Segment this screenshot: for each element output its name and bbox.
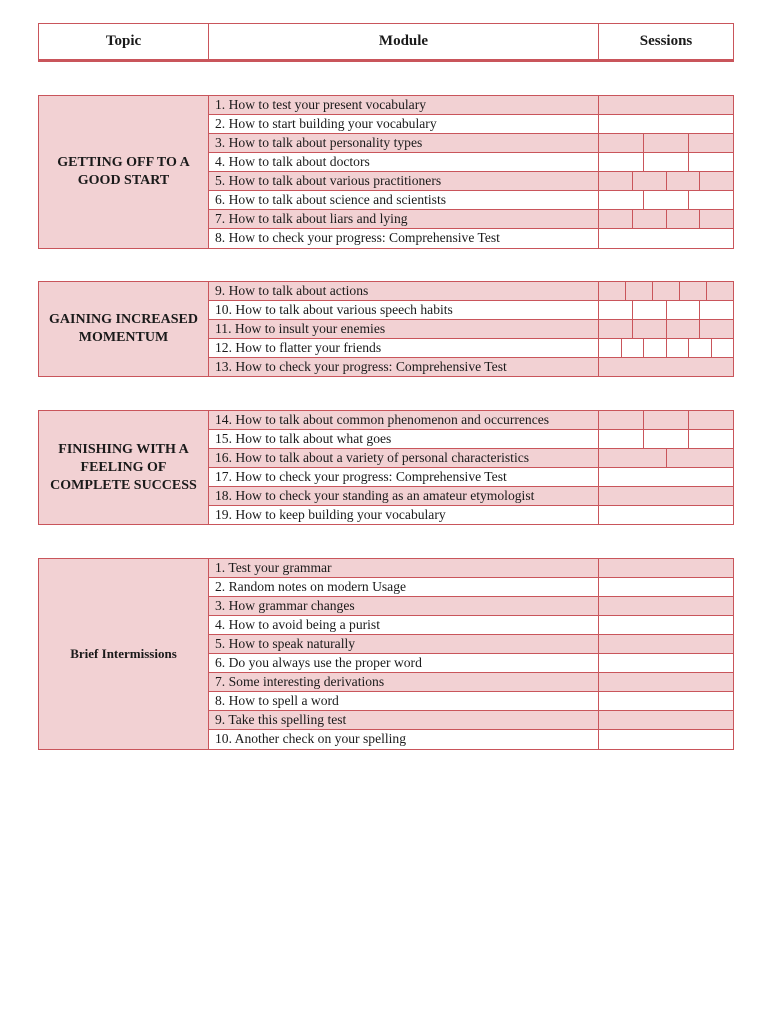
session-cells	[599, 191, 733, 209]
session-cells	[599, 430, 733, 448]
session-checkbox-cell[interactable]	[599, 578, 733, 596]
session-checkbox-cell[interactable]	[599, 172, 633, 190]
module-name: 3. How grammar changes	[209, 597, 599, 615]
session-cells	[599, 449, 733, 467]
session-checkbox-cell[interactable]	[599, 730, 733, 749]
session-cells	[599, 282, 733, 300]
session-checkbox-cell[interactable]	[644, 339, 667, 357]
session-checkbox-cell[interactable]	[599, 358, 733, 376]
session-cells	[599, 210, 733, 228]
module-row	[209, 559, 733, 578]
module-row	[209, 692, 733, 711]
session-cells	[599, 339, 733, 357]
module-name: 5. How to talk about various practitioners	[209, 172, 599, 190]
session-checkbox-cell[interactable]	[700, 301, 733, 319]
topic-label: GETTING OFF TO A GOOD START	[39, 96, 209, 248]
session-checkbox-cell[interactable]	[599, 339, 622, 357]
session-checkbox-cell[interactable]	[644, 430, 689, 448]
module-row	[209, 449, 733, 468]
session-cells	[599, 115, 733, 133]
topic-section	[38, 558, 734, 750]
module-row	[209, 597, 733, 616]
session-checkbox-cell[interactable]	[599, 449, 667, 467]
session-checkbox-cell[interactable]	[599, 229, 733, 248]
session-cells	[599, 487, 733, 505]
session-checkbox-cell[interactable]	[689, 339, 712, 357]
session-checkbox-cell[interactable]	[599, 282, 626, 300]
session-checkbox-cell[interactable]	[633, 301, 667, 319]
session-checkbox-cell[interactable]	[644, 153, 689, 171]
session-checkbox-cell[interactable]	[599, 635, 733, 653]
module-row	[209, 430, 733, 449]
module-row	[209, 134, 733, 153]
module-row	[209, 191, 733, 210]
session-checkbox-cell[interactable]	[599, 597, 733, 615]
session-checkbox-cell[interactable]	[622, 339, 645, 357]
session-checkbox-cell[interactable]	[644, 134, 689, 152]
module-name: 12. How to flatter your friends	[209, 339, 599, 357]
session-checkbox-cell[interactable]	[599, 153, 644, 171]
module-name: 10. How to talk about various speech habits	[209, 301, 599, 319]
session-cells	[599, 673, 733, 691]
session-checkbox-cell[interactable]	[667, 301, 701, 319]
session-cells	[599, 153, 733, 171]
session-checkbox-cell[interactable]	[599, 134, 644, 152]
session-checkbox-cell[interactable]	[599, 411, 644, 429]
module-row	[209, 711, 733, 730]
module-name: 2. Random notes on modern Usage	[209, 578, 599, 596]
module-name: 9. How to talk about actions	[209, 282, 599, 300]
session-checkbox-cell[interactable]	[700, 320, 733, 338]
session-checkbox-cell[interactable]	[599, 301, 633, 319]
topic-label: Brief Intermissions	[39, 559, 209, 749]
session-cells	[599, 597, 733, 615]
session-cells	[599, 468, 733, 486]
session-checkbox-cell[interactable]	[707, 282, 733, 300]
module-name: 8. How to spell a word	[209, 692, 599, 710]
session-cells	[599, 711, 733, 729]
module-name: 4. How to avoid being a purist	[209, 616, 599, 634]
topic-label: GAINING INCREASED MOMENTUM	[39, 282, 209, 376]
session-cells	[599, 559, 733, 577]
module-row	[209, 673, 733, 692]
session-cells	[599, 730, 733, 749]
module-row	[209, 115, 733, 134]
module-row	[209, 96, 733, 115]
session-cells	[599, 96, 733, 114]
session-checkbox-cell[interactable]	[712, 339, 734, 357]
module-row	[209, 229, 733, 248]
module-row	[209, 487, 733, 506]
module-row	[209, 172, 733, 191]
module-name: 3. How to talk about personality types	[209, 134, 599, 152]
session-checkbox-cell[interactable]	[653, 282, 680, 300]
module-name: 9. Take this spelling test	[209, 711, 599, 729]
session-checkbox-cell[interactable]	[644, 191, 689, 209]
session-checkbox-cell[interactable]	[599, 654, 733, 672]
session-cells	[599, 692, 733, 710]
session-cells	[599, 134, 733, 152]
session-checkbox-cell[interactable]	[599, 559, 733, 577]
module-row	[209, 301, 733, 320]
session-checkbox-cell[interactable]	[599, 96, 733, 114]
session-checkbox-cell[interactable]	[599, 506, 733, 524]
session-cells	[599, 172, 733, 190]
module-name: 19. How to keep building your vocabulary	[209, 506, 599, 524]
module-row	[209, 616, 733, 635]
session-cells	[599, 320, 733, 338]
module-row	[209, 339, 733, 358]
session-cells	[599, 506, 733, 524]
session-cells	[599, 229, 733, 248]
session-checkbox-cell[interactable]	[633, 172, 667, 190]
module-row	[209, 411, 733, 430]
module-name: 11. How to insult your enemies	[209, 320, 599, 338]
session-cells	[599, 654, 733, 672]
module-row	[209, 654, 733, 673]
session-checkbox-cell[interactable]	[633, 320, 667, 338]
module-name: 16. How to talk about a variety of personal characteristics	[209, 449, 599, 467]
session-checkbox-cell[interactable]	[700, 172, 733, 190]
topic-section	[38, 95, 734, 249]
header-module: Module	[209, 24, 599, 59]
module-row	[209, 578, 733, 597]
session-checkbox-cell[interactable]	[599, 320, 633, 338]
session-checkbox-cell[interactable]	[599, 115, 733, 133]
session-checkbox-cell[interactable]	[689, 191, 733, 209]
topic-section	[38, 410, 734, 525]
module-row	[209, 730, 733, 749]
module-row	[209, 153, 733, 172]
module-name: 7. How to talk about liars and lying	[209, 210, 599, 228]
module-name: 6. Do you always use the proper word	[209, 654, 599, 672]
session-checkbox-cell[interactable]	[599, 210, 633, 228]
module-name: 18. How to check your standing as an amateur etymologist	[209, 487, 599, 505]
module-row	[209, 282, 733, 301]
session-checkbox-cell[interactable]	[633, 210, 667, 228]
session-cells	[599, 578, 733, 596]
session-checkbox-cell[interactable]	[689, 430, 733, 448]
module-row	[209, 358, 733, 376]
session-checkbox-cell[interactable]	[667, 339, 690, 357]
session-checkbox-cell[interactable]	[599, 673, 733, 691]
session-checkbox-cell[interactable]	[644, 411, 689, 429]
session-checkbox-cell[interactable]	[599, 191, 644, 209]
module-name: 15. How to talk about what goes	[209, 430, 599, 448]
session-cells	[599, 411, 733, 429]
session-checkbox-cell[interactable]	[667, 210, 701, 228]
table-header	[38, 23, 734, 62]
session-checkbox-cell[interactable]	[700, 210, 733, 228]
module-name: 7. Some interesting derivations	[209, 673, 599, 691]
module-name: 2. How to start building your vocabulary	[209, 115, 599, 133]
module-name: 1. How to test your present vocabulary	[209, 96, 599, 114]
session-checkbox-cell[interactable]	[599, 616, 733, 634]
session-checkbox-cell[interactable]	[599, 468, 733, 486]
module-name: 1. Test your grammar	[209, 559, 599, 577]
session-checkbox-cell[interactable]	[599, 487, 733, 505]
topic-label: FINISHING WITH A FEELING OF COMPLETE SUCCESS	[39, 411, 209, 524]
module-name: 6. How to talk about science and scientists	[209, 191, 599, 209]
session-checkbox-cell[interactable]	[667, 320, 701, 338]
session-cells	[599, 616, 733, 634]
session-checkbox-cell[interactable]	[667, 172, 701, 190]
session-checkbox-cell[interactable]	[680, 282, 707, 300]
module-name: 5. How to speak naturally	[209, 635, 599, 653]
module-name: 13. How to check your progress: Comprehensive Test	[209, 358, 599, 376]
module-row	[209, 210, 733, 229]
module-name: 14. How to talk about common phenomenon and occurrences	[209, 411, 599, 429]
module-name: 17. How to check your progress: Comprehensive Test	[209, 468, 599, 486]
topic-section	[38, 281, 734, 377]
session-checkbox-cell[interactable]	[689, 153, 733, 171]
session-checkbox-cell[interactable]	[599, 692, 733, 710]
module-row	[209, 635, 733, 654]
session-cells	[599, 635, 733, 653]
module-row	[209, 468, 733, 487]
module-name: 4. How to talk about doctors	[209, 153, 599, 171]
session-cells	[599, 301, 733, 319]
header-sessions: Sessions	[639, 33, 693, 49]
session-checkbox-cell[interactable]	[689, 134, 733, 152]
session-checkbox-cell[interactable]	[599, 711, 733, 729]
module-row	[209, 506, 733, 524]
header-topic: Topic	[39, 24, 209, 59]
session-checkbox-cell[interactable]	[626, 282, 653, 300]
session-checkbox-cell[interactable]	[667, 449, 734, 467]
session-checkbox-cell[interactable]	[599, 430, 644, 448]
module-name: 10. Another check on your spelling	[209, 730, 599, 749]
module-row	[209, 320, 733, 339]
module-name: 8. How to check your progress: Comprehensive Test	[209, 229, 599, 248]
session-checkbox-cell[interactable]	[689, 411, 733, 429]
session-cells	[599, 358, 733, 376]
